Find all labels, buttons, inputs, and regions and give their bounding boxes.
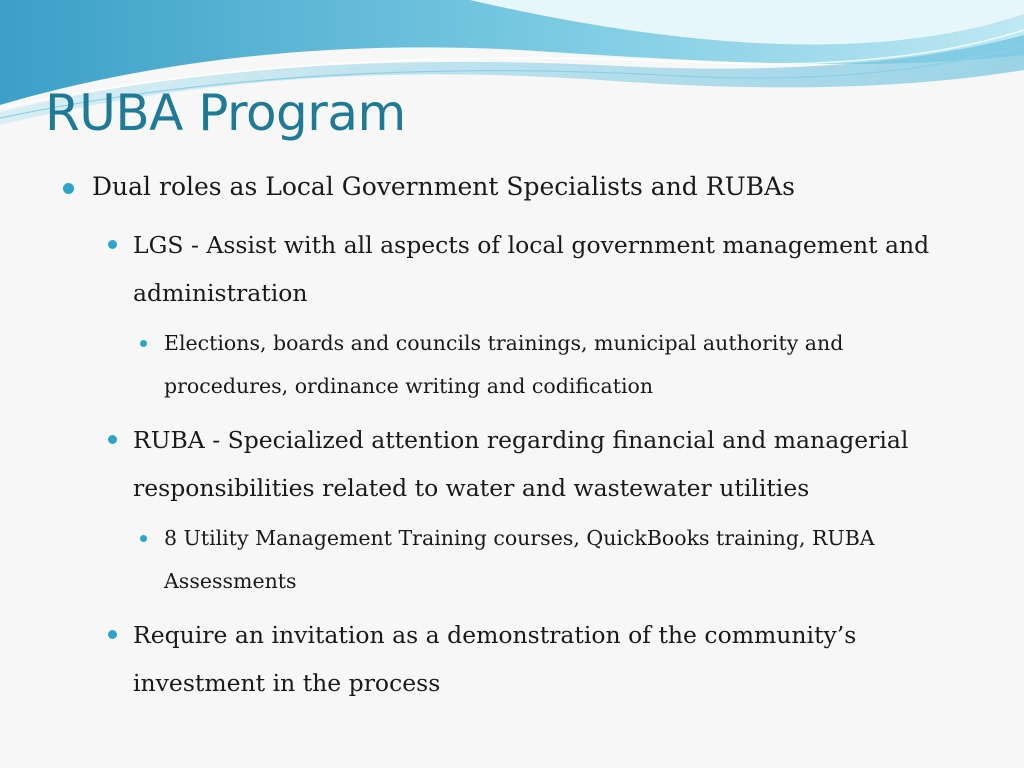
bullet-dot <box>108 240 117 249</box>
bullet-dual-roles: Dual roles as Local Government Specialists and RUBAs <box>92 172 795 201</box>
slide-title: RUBA Program <box>45 84 406 142</box>
bullet-dot <box>108 630 117 639</box>
bullet-ruba-line-1: RUBA - Specialized attention regarding financial and managerial <box>133 426 909 454</box>
bullet-lgs-line-2: administration <box>133 279 308 307</box>
bullet-training-line-2: Assessments <box>164 569 297 593</box>
bullet-elections-line-1: Elections, boards and councils trainings, municipal authority and <box>164 331 844 355</box>
bullet-dot <box>140 535 147 542</box>
bullet-dot <box>63 183 74 194</box>
bullet-dot <box>140 340 147 347</box>
bullet-elections-line-2: procedures, ordinance writing and codification <box>164 374 654 398</box>
bullet-lgs-line-1: LGS - Assist with all aspects of local government management and <box>133 231 930 259</box>
bullet-invitation-line-2: investment in the process <box>133 669 441 697</box>
bullet-dot <box>108 435 117 444</box>
bullet-invitation-line-1: Require an invitation as a demonstration of the community’s <box>133 621 857 649</box>
bullet-training-line-1: 8 Utility Management Training courses, QuickBooks training, RUBA <box>164 526 875 550</box>
bullet-ruba-line-2: responsibilities related to water and wastewater utilities <box>133 474 810 502</box>
